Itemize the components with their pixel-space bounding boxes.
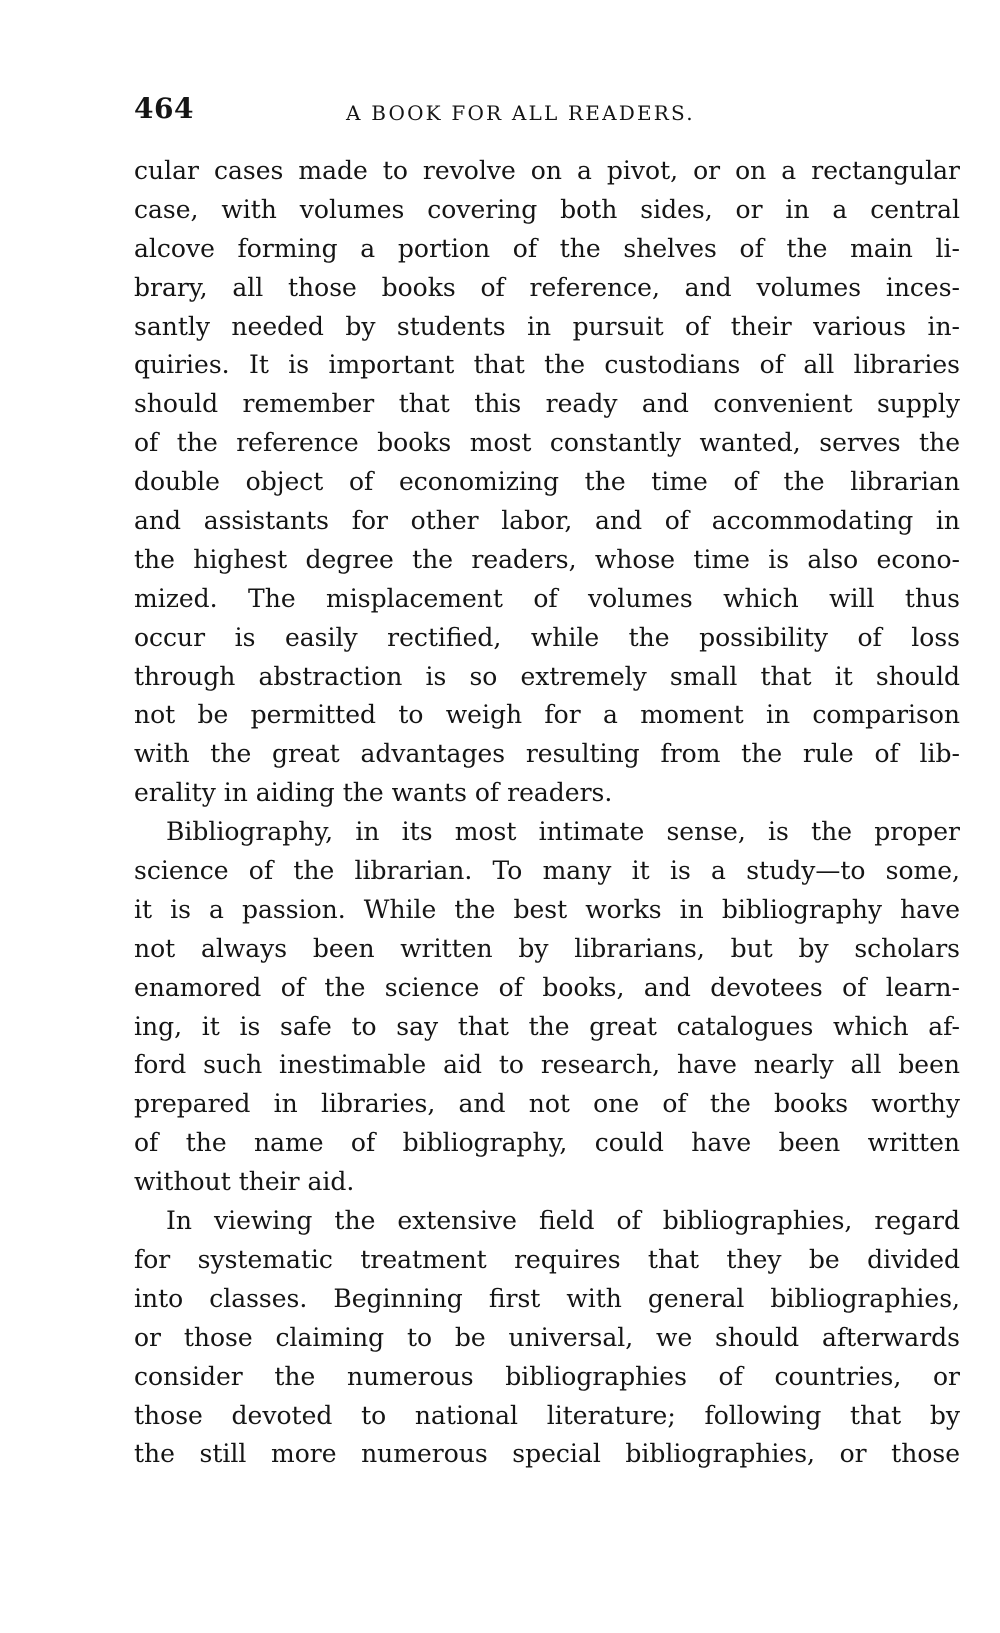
text-line: erality in aiding the wants of readers. [134, 778, 613, 808]
text-line: not always been written by librarians, but by scholars [134, 933, 960, 963]
text-line: of the reference books most constantly wanted, serves the [134, 428, 960, 458]
text-line: should remember that this ready and convenient supply [134, 389, 960, 419]
text-line: into classes. Beginning first with general bibliographies, [134, 1283, 960, 1313]
text-line: those devoted to national literature; following that by [134, 1400, 960, 1430]
text-line: the still more numerous special bibliographies, or those [134, 1439, 960, 1469]
running-head [134, 92, 960, 132]
paragraph-classes [134, 1202, 960, 1474]
text-line: ford such inestimable aid to research, have nearly all been [134, 1050, 960, 1080]
text-line: for systematic treatment requires that they be divided [134, 1244, 960, 1274]
text-line: santly needed by students in pursuit of their various in- [134, 311, 960, 341]
text-line: it is a passion. While the best works in bibliography have [134, 894, 960, 924]
text-line: without their aid. [134, 1167, 355, 1197]
text-line: alcove forming a portion of the shelves of the main li- [134, 233, 960, 263]
text-line: consider the numerous bibliographies of countries, or [134, 1361, 960, 1391]
text-line: science of the librarian. To many it is a study—to some, [134, 856, 960, 886]
text-line: not be permitted to weigh for a moment in comparison [134, 700, 960, 730]
text-line: with the great advantages resulting from the rule of lib- [134, 739, 960, 769]
text-line: or those claiming to be universal, we should afterwards [134, 1322, 960, 1352]
text-line: enamored of the science of books, and devotees of learn- [134, 972, 960, 1002]
running-title: A BOOK FOR ALL READERS. [346, 101, 695, 125]
text-line: and assistants for other labor, and of accommodating in [134, 506, 960, 536]
text-line: ing, it is safe to say that the great catalogues which af- [134, 1011, 960, 1041]
paragraph-bibliography [134, 813, 960, 1202]
text-line: through abstraction is so extremely small that it should [134, 661, 960, 691]
page-number: 464 [134, 92, 194, 125]
text-line: prepared in libraries, and not one of the books worthy [134, 1089, 960, 1119]
paragraph-continued [134, 152, 960, 813]
text-line: of the name of bibliography, could have been written [134, 1128, 960, 1158]
text-line: double object of economizing the time of the librarian [134, 467, 960, 497]
text-line: case, with volumes covering both sides, or in a central [134, 194, 960, 224]
text-line: Bibliography, in its most intimate sense, is the proper [166, 817, 960, 847]
text-line: quiries. It is important that the custodians of all libraries [134, 350, 960, 380]
text-line: cular cases made to revolve on a pivot, or on a rectangular [134, 156, 960, 185]
body-text [134, 152, 960, 1474]
text-line: In viewing the extensive field of bibliographies, regard [166, 1206, 960, 1236]
text-line: the highest degree the readers, whose time is also econo- [134, 544, 960, 574]
text-line: occur is easily rectified, while the possibility of loss [134, 622, 960, 652]
text-line: brary, all those books of reference, and volumes inces- [134, 272, 960, 302]
text-line: mized. The misplacement of volumes which will thus [134, 583, 960, 613]
